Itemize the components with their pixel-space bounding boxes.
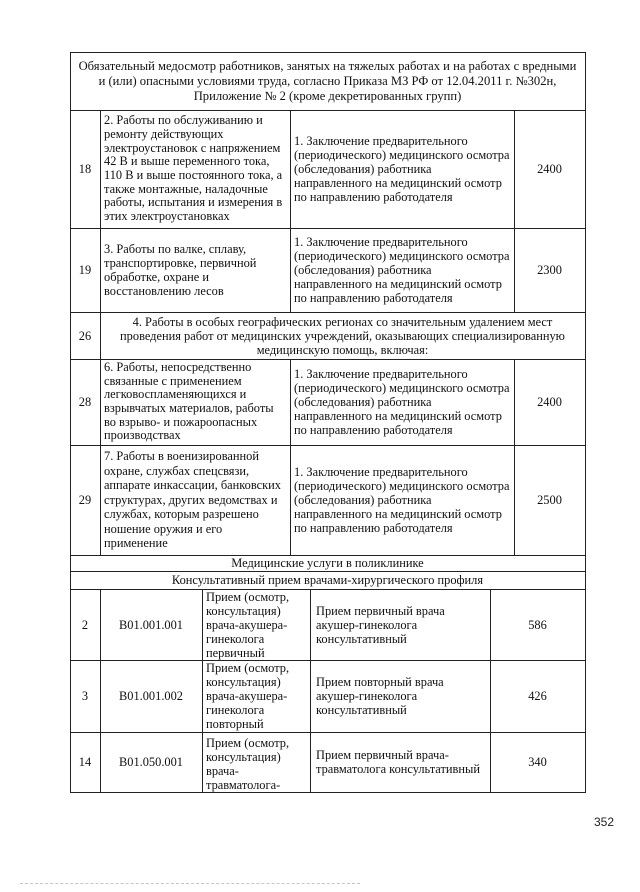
- row-number: 14: [78, 755, 92, 769]
- subsection-title: Консультативный прием врачами-хирургического профиля: [171, 573, 484, 587]
- section-title: Медицинские услуги в поликлинике: [231, 556, 424, 570]
- page-number: 352: [593, 815, 614, 829]
- work-description: 2. Работы по обслуживанию и ремонту действующих электроустановок с напряжением 42 В и выше переменного тока, 110 В и выше постоянного тока, а также монтажные, наладочные работы, испытания и измерения в этих электроустановках: [104, 113, 283, 224]
- row-number: 19: [78, 263, 92, 277]
- row-number: 2: [81, 617, 89, 632]
- conclusion: 1. Заключение предварительного (периодического) медицинского осмотра (обследования) работника направленного на медицинский осмотр по направлению работодателя: [294, 235, 510, 305]
- table-header-text: Обязательный медосмотр работников, занятых на тяжелых работах и на работах с вредными и (или) опасными условиями труда, согласно Приказа МЗ РФ от 12.04.2011 г. №302н, Приложение № 2 (кроме декретированных групп): [78, 58, 577, 103]
- row-number: 18: [78, 162, 92, 176]
- service-code: B01.001.001: [118, 617, 184, 632]
- price: 2500: [537, 493, 562, 507]
- scan-artifact-line: [20, 883, 360, 887]
- service-code: B01.001.002: [118, 689, 184, 703]
- row-number: 26: [78, 328, 92, 343]
- row-number: 3: [81, 689, 89, 703]
- service-description: Прием повторный врача акушер-гинеколога консультативный: [316, 675, 444, 717]
- service-description: Прием первичный врача-травматолога консультативный: [316, 748, 480, 776]
- price: 340: [528, 755, 547, 769]
- price: 2400: [537, 395, 562, 409]
- row-number: 29: [78, 493, 92, 507]
- work-description: 7. Работы в военизированной охране, службах спецсвязи, аппарате инкассации, банковских структурах, других ведомствах и службах, которым разрешено ношение оружия и его применение: [104, 448, 281, 551]
- work-description: 6. Работы, непосредственно связанные с применением легковоспламеняющихся и взрывчатых материалов, работы во взрыво- и пожароопасных производствах: [104, 360, 274, 443]
- conclusion: 1. Заключение предварительного (периодического) медицинского осмотра (обследования) работника направленного на медицинский осмотр по направлению работодателя: [294, 465, 510, 535]
- conclusion: 1. Заключение предварительного (периодического) медицинского осмотра (обследования) работника направленного на медицинский осмотр по направлению работодателя: [294, 367, 510, 437]
- work-description: 3. Работы по валке, сплаву, транспортировке, первичной обработке, охране и восстановлению лесов: [104, 242, 257, 298]
- service-name: Прием (осмотр, консультация) врача-акушера-гинеколога первичный: [206, 589, 290, 660]
- service-code: B01.050.001: [118, 755, 184, 769]
- service-name: Прием (осмотр, консультация) врача-травматолога-: [206, 736, 290, 792]
- price: 426: [528, 689, 547, 703]
- price: 2300: [537, 263, 562, 277]
- category-description: 4. Работы в особых географических регионах со значительным удалением мест проведения работ от медицинских учреждений, оказывающих специализированную медицинскую помощь, включая:: [120, 314, 565, 357]
- row-number: 28: [78, 395, 92, 409]
- table-header: [70, 52, 585, 110]
- service-name: Прием (осмотр, консультация) врача-акушера-гинеколога повторный: [206, 661, 290, 731]
- price: 2400: [537, 162, 562, 176]
- service-description: Прием первичный врача акушер-гинеколога консультативный: [316, 603, 445, 646]
- price: 586: [528, 617, 547, 632]
- conclusion: 1. Заключение предварительного (периодического) медицинского осмотра (обследования) работника направленного на медицинский осмотр по направлению работодателя: [294, 134, 510, 204]
